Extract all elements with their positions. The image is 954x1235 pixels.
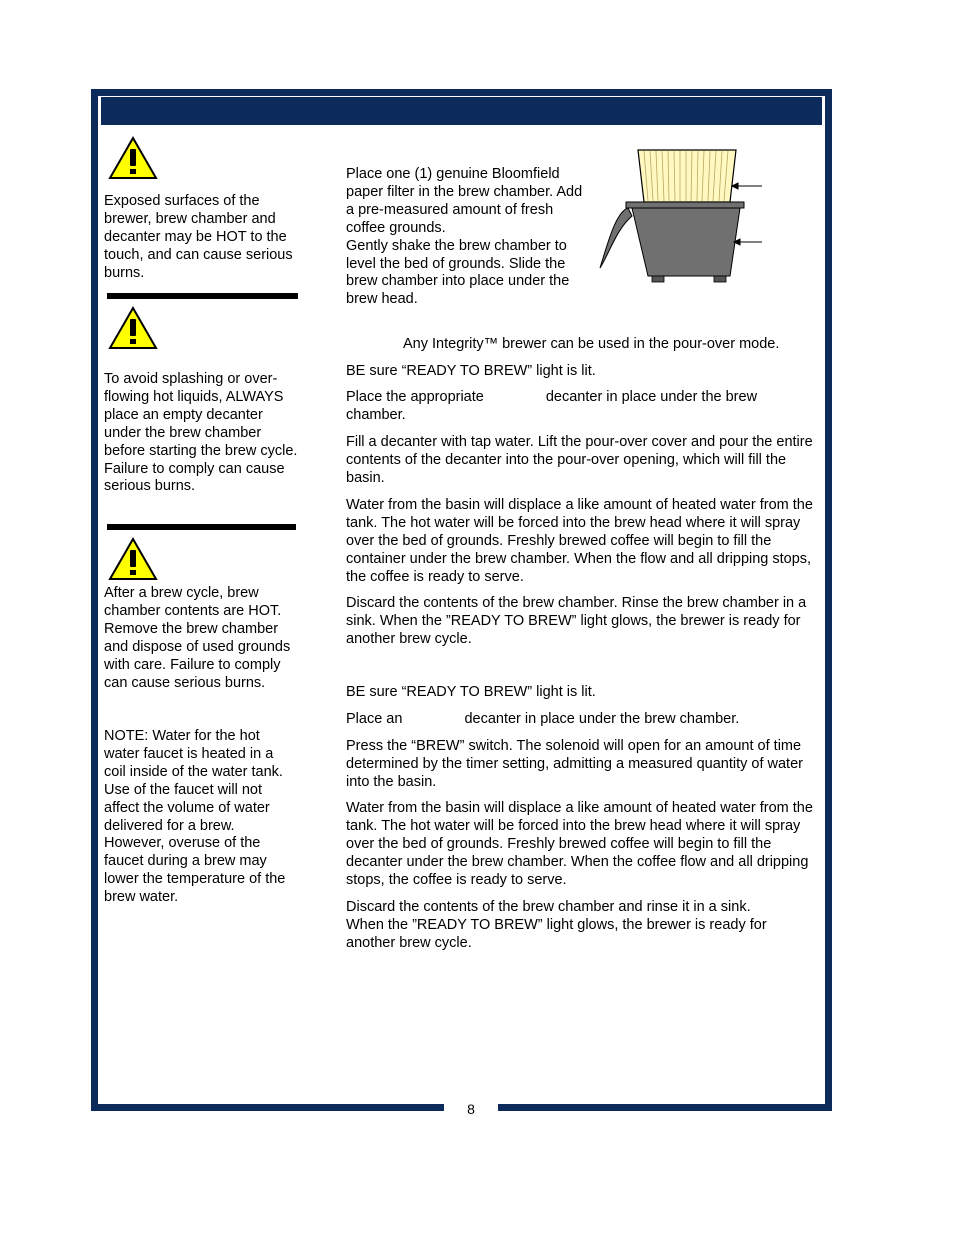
warning-splashing: To avoid splashing or over-flowing hot liquids, ALWAYS place an empty decanter under the brew chamber before starting the brew cycle. Failure to comply can cause serious burns. [104,371,298,495]
warning-hot-contents: After a brew cycle, brew chamber contents are HOT. Remove the brew chamber and dispose of used grounds with care. Failure to comply can cause serious burns. [104,585,291,691]
auto-step-2: Place an decanter in place under the brew chamber. [346,711,740,727]
pour-over-step-2: Place the appropriate decanter in place under the brew chamber. [346,389,758,423]
divider [107,524,296,530]
auto-step-3: Press the “BREW” switch. The solenoid will open for an amount of time determined by the timer setting, admitting a measured quantity of water into the basin. [346,738,803,790]
pour-over-step-3: Fill a decanter with tap water. Lift the pour-over cover and pour the entire contents of the decanter into the pour-over opening, which will fill the basin. [346,434,813,486]
pour-over-mode-note: Any Integrity™ brewer can be used in the pour-over mode. [403,336,780,352]
pour-over-step-4: Water from the basin will displace a like amount of heated water from the tank. The hot water will be forced into the brew head where it will spray over the bed of grounds. Freshly brewed coffee will begin to fill the container under the brew chamber. When the flow and all dripping stops, the coffee is ready to serve. [346,497,813,585]
auto-step-5: Discard the contents of the brew chamber and rinse it in a sink. When the ”READY TO BREW” light glows, the brewer is ready for another brew cycle. [346,899,767,951]
warning-triangle-icon [108,537,158,581]
page-number: 8 [467,1101,475,1117]
warning-triangle-icon [108,136,158,180]
auto-step-1: BE sure “READY TO BREW” light is lit. [346,684,596,700]
pour-over-step-5: Discard the contents of the brew chamber. Rinse the brew chamber in a sink. When the ”READY TO BREW” light glows, the brewer is ready for another brew cycle. [346,595,807,647]
brew-chamber-illustration [596,144,786,289]
pour-over-step-1: BE sure “READY TO BREW” light is lit. [346,363,596,379]
divider [107,293,298,299]
brew-chamber [600,202,744,282]
paper-filter [638,150,736,202]
warning-triangle-icon [108,306,158,350]
intro-instructions: Place one (1) genuine Bloomfield paper filter in the brew chamber. Add a pre-measured amount of fresh coffee grounds. Gently shake the brew chamber to level the bed of grounds. Slide the brew chamber into place under the brew head. [346,166,583,308]
note-hot-water-faucet: NOTE: Water for the hot water faucet is heated in a coil inside of the water tank. Use of the faucet will not affect the volume of water delivered for a brew. However, overuse of the faucet during a brew may lower the temperature of the brew water. [104,728,286,906]
warning-hot-surfaces: Exposed surfaces of the brewer, brew chamber and decanter may be HOT to the touch, and can cause serious burns. [104,193,293,281]
auto-step-4: Water from the basin will displace a like amount of heated water from the tank. The hot water will be forced into the brew head where it will spray over the bed of grounds. Freshly brewed coffee will begin to fill the decanter under the brew chamber. When the coffee flow and all dripping stops, the coffee is ready to serve. [346,800,813,888]
section-title-bar [101,97,822,125]
